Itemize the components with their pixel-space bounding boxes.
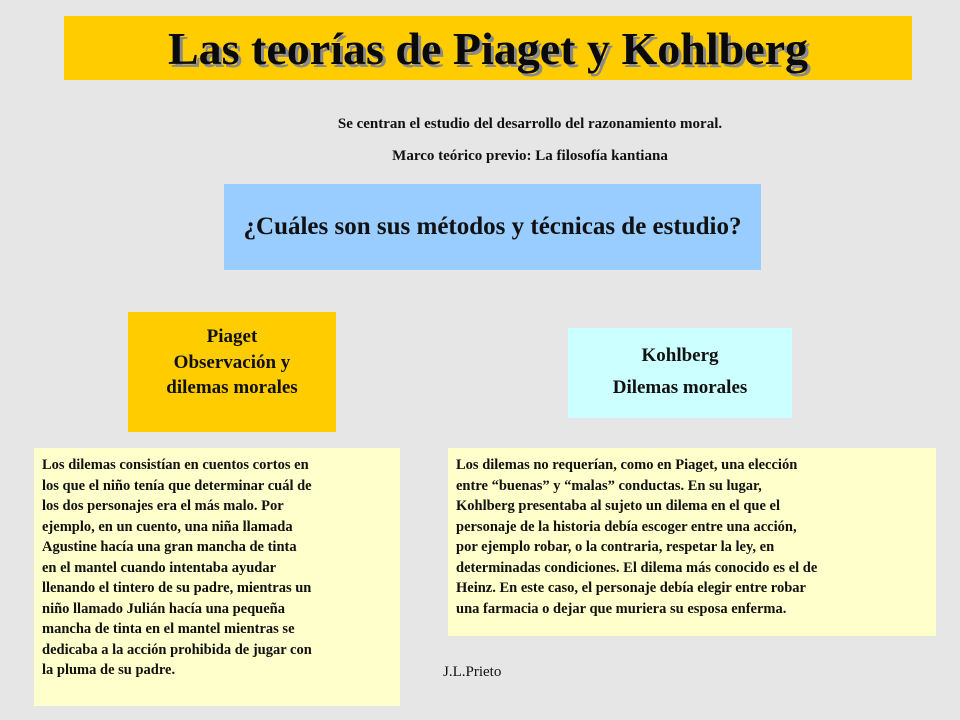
piaget-description [34,448,400,706]
kohlberg-description-line: entre “buenas” y “malas” conductas. En su lugar, [456,477,762,494]
kohlberg-description-line: Los dilemas no requerían, como en Piaget, una elección [456,457,798,473]
intro-line-2: Marco teórico previo: La filosofía kantiana [392,148,668,164]
intro-line-1: Se centran el estudio del desarrollo del razonamiento moral. [337,116,723,132]
piaget-description-line: dedicaba a la acción prohibida de jugar con [42,641,312,658]
question-banner [224,184,761,270]
title-banner [64,16,912,80]
kohlberg-description-line: una farmacia o dejar que muriera su esposa enferma. [456,600,787,617]
kohlberg-method: Dilemas morales [612,377,748,399]
piaget-description-line: mancha de tinta en el mantel mientras se [42,621,295,637]
kohlberg-name: Kohlberg [641,345,719,366]
kohlberg-description-line: personaje de la historia debía escoger entre una acción, [456,518,797,535]
author-footer: J.L.Prieto [443,664,502,680]
kohlberg-box [568,328,792,418]
piaget-description-line: la pluma de su padre. [42,662,176,678]
piaget-description-line: los dos personajes era el más malo. Por [42,498,284,514]
piaget-description-line: ejemplo, en un cuento, una niña llamada [42,518,293,535]
piaget-description-line: llenando el tintero de su padre, mientras un [42,580,312,596]
piaget-name: Piaget [206,326,258,347]
kohlberg-description-line: determinadas condiciones. El dilema más conocido es el de [456,559,818,576]
kohlberg-description [448,448,936,636]
piaget-description-line: los que el niño tenía que determinar cuál de [42,477,312,494]
piaget-description-line: Agustine hacía una gran mancha de tinta [42,539,297,555]
kohlberg-description-line: Heinz. En este caso, el personaje debía elegir entre robar [456,580,806,596]
piaget-box [128,312,336,432]
piaget-method-line-2: dilemas morales [166,377,298,399]
piaget-method-line-1: Observación y [173,351,291,373]
piaget-description-line: en el mantel cuando intentaba ayudar [42,559,277,576]
kohlberg-description-line: por ejemplo robar, o la contraria, respetar la ley, en [456,539,775,555]
piaget-description-line: Los dilemas consistían en cuentos cortos en [42,457,309,473]
question-text: ¿Cuáles son sus métodos y técnicas de estudio? [243,212,742,240]
slide-title: Las teorías de Piaget y Kohlberg [167,22,809,74]
kohlberg-description-line: Kohlberg presentaba al sujeto un dilema en el que el [456,498,780,514]
piaget-description-line: niño llamado Julián hacía una pequeña [42,600,285,617]
